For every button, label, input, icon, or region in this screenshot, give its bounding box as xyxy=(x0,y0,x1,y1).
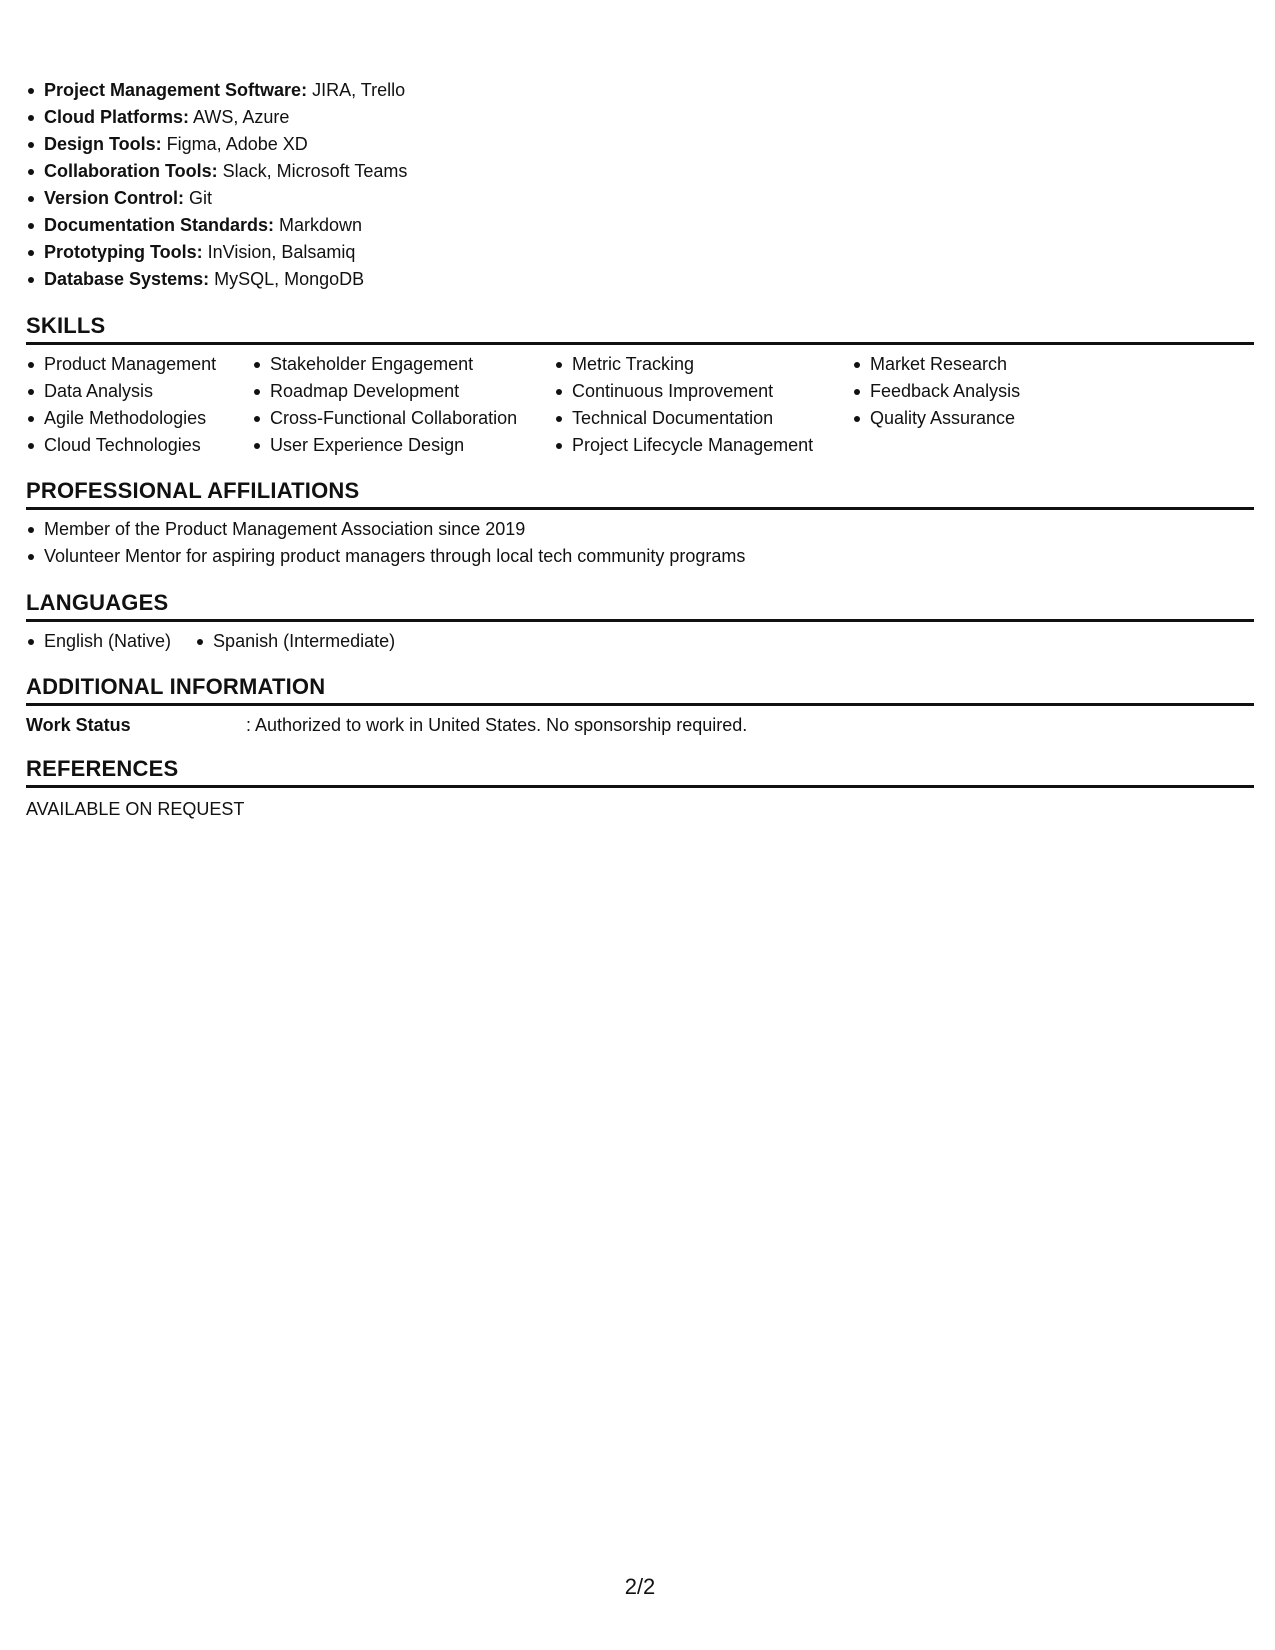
section-title: ADDITIONAL INFORMATION xyxy=(26,674,326,699)
list-item xyxy=(26,158,407,185)
tool-value: MySQL, MongoDB xyxy=(209,269,365,289)
skill-item: Stakeholder Engagement xyxy=(252,351,517,378)
tool-key: Version Control: xyxy=(44,188,185,208)
skill-item: Feedback Analysis xyxy=(852,378,1020,405)
tool-value: AWS, Azure xyxy=(189,107,290,127)
affiliations-section xyxy=(26,477,1254,570)
skills-column xyxy=(554,351,813,459)
skill-item: Data Analysis xyxy=(26,378,216,405)
skills-grid xyxy=(26,345,1254,455)
tool-value: Markdown xyxy=(274,215,363,235)
section-divider xyxy=(26,619,1254,622)
tool-value: Slack, Microsoft Teams xyxy=(217,161,408,181)
tool-value: Figma, Adobe XD xyxy=(161,134,308,154)
tools-list xyxy=(26,77,407,293)
tool-value: InVision, Balsamiq xyxy=(202,242,356,262)
language-item: English (Native) xyxy=(26,628,171,655)
skill-item: Product Management xyxy=(26,351,216,378)
skill-item: Roadmap Development xyxy=(252,378,517,405)
languages-list xyxy=(26,628,1254,655)
languages-section xyxy=(26,589,1254,655)
skill-item: Cross-Functional Collaboration xyxy=(252,405,517,432)
tool-value: JIRA, Trello xyxy=(307,80,406,100)
list-item xyxy=(26,185,407,212)
list-item xyxy=(26,212,407,239)
references-section xyxy=(26,755,1254,823)
skills-section xyxy=(26,312,1254,455)
section-divider xyxy=(26,785,1254,788)
tool-value: Git xyxy=(184,188,213,208)
tool-key: Prototyping Tools: xyxy=(44,242,203,262)
list-item xyxy=(26,77,407,104)
list-item: Volunteer Mentor for aspiring product managers through local tech community programs xyxy=(26,543,1254,570)
work-status-row xyxy=(26,712,1254,739)
references-text: AVAILABLE ON REQUEST xyxy=(26,799,245,819)
work-status-label: Work Status xyxy=(26,715,131,735)
skill-item: Continuous Improvement xyxy=(554,378,813,405)
section-divider xyxy=(26,703,1254,706)
skill-item: Metric Tracking xyxy=(554,351,813,378)
tool-key: Collaboration Tools: xyxy=(44,161,218,181)
list-item xyxy=(26,104,407,131)
language-item: Spanish (Intermediate) xyxy=(195,628,395,655)
skill-item: Technical Documentation xyxy=(554,405,813,432)
section-divider xyxy=(26,507,1254,510)
page-number: 2/2 xyxy=(624,1574,656,1599)
skills-column xyxy=(852,351,1020,432)
tool-key: Database Systems: xyxy=(44,269,210,289)
skills-column xyxy=(26,351,216,459)
tool-key: Documentation Standards: xyxy=(44,215,275,235)
list-item xyxy=(26,239,407,266)
skill-item: Quality Assurance xyxy=(852,405,1020,432)
additional-info-section xyxy=(26,673,1254,739)
skill-item: Market Research xyxy=(852,351,1020,378)
section-title: SKILLS xyxy=(26,313,106,338)
skill-item: Project Lifecycle Management xyxy=(554,432,813,459)
section-title: LANGUAGES xyxy=(26,590,169,615)
list-item xyxy=(26,266,407,293)
skill-item: Cloud Technologies xyxy=(26,432,216,459)
skill-item: Agile Methodologies xyxy=(26,405,216,432)
resume-page xyxy=(26,0,1254,1650)
affiliations-list xyxy=(26,516,1254,570)
list-item xyxy=(26,131,407,158)
work-status-value: : Authorized to work in United States. No sponsorship required. xyxy=(246,715,748,735)
skill-item: User Experience Design xyxy=(252,432,517,459)
skills-column xyxy=(252,351,517,459)
tool-key: Project Management Software: xyxy=(44,80,308,100)
section-title: PROFESSIONAL AFFILIATIONS xyxy=(26,478,360,503)
list-item: Member of the Product Management Association since 2019 xyxy=(26,516,1254,543)
tool-key: Cloud Platforms: xyxy=(44,107,190,127)
tool-key: Design Tools: xyxy=(44,134,162,154)
section-title: REFERENCES xyxy=(26,756,179,781)
